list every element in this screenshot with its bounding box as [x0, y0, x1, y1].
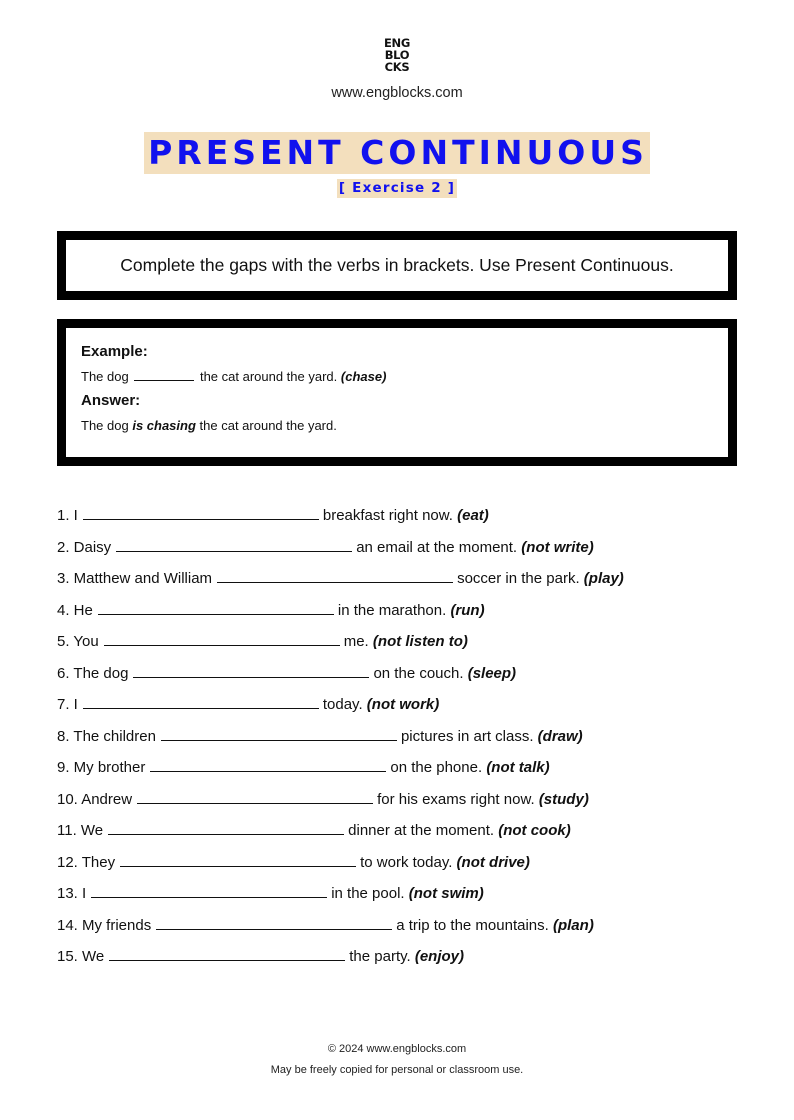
footer-license: May be freely copied for personal or classroom use. — [270, 1064, 524, 1076]
question-item — [57, 851, 530, 873]
instruction-text: Complete the gaps with the verbs in brackets. Use Present Continuous. — [120, 255, 674, 275]
answer-blank[interactable] — [137, 788, 373, 804]
logo-line-3: CKS — [384, 60, 410, 74]
example-verb: (chase) — [340, 369, 387, 384]
engblocks-logo — [0, 37, 794, 73]
question-continuation: the party. — [349, 948, 411, 965]
verb-hint: (not cook) — [498, 822, 571, 839]
question-item — [57, 914, 594, 936]
question-prompt: 8. The children — [57, 727, 156, 745]
question-continuation: on the phone. — [390, 759, 483, 776]
answer-blank[interactable] — [120, 851, 356, 867]
example-blank — [134, 367, 194, 381]
example-sentence — [81, 367, 728, 387]
answer-after: the cat around the yard. — [199, 418, 337, 433]
question-continuation: soccer in the park. — [457, 570, 580, 587]
answer-blank[interactable] — [109, 945, 345, 961]
question-item — [57, 788, 589, 810]
question-continuation: a trip to the mountains. — [396, 916, 549, 934]
verb-hint: (not listen to) — [372, 633, 468, 650]
verb-hint: (run) — [450, 601, 485, 619]
question-prompt: 5. You — [57, 633, 99, 650]
verb-hint: (not work) — [366, 696, 440, 713]
question-prompt: 14. My friends — [57, 916, 152, 934]
answer-blank[interactable] — [150, 756, 386, 772]
answer-blank[interactable] — [108, 819, 344, 835]
answer-blank[interactable] — [156, 914, 392, 930]
question-prompt: 7. I — [57, 696, 78, 713]
question-item — [57, 567, 624, 589]
question-prompt: 2. Daisy — [57, 538, 112, 556]
question-item — [57, 725, 583, 747]
question-item — [57, 756, 550, 778]
question-continuation: for his exams right now. — [377, 790, 535, 808]
question-continuation: me. — [343, 633, 369, 650]
question-prompt: 1. I — [57, 507, 78, 524]
example-after: the cat around the yard. — [199, 369, 338, 384]
question-item — [57, 536, 594, 558]
question-continuation: in the marathon. — [337, 601, 447, 619]
page-title: PRESENT CONTINUOUS — [144, 132, 650, 174]
question-prompt: 9. My brother — [57, 759, 146, 776]
site-url: www.engblocks.com — [331, 85, 463, 101]
answer-blank[interactable] — [83, 693, 319, 709]
verb-hint: (draw) — [537, 727, 583, 745]
question-continuation: an email at the moment. — [356, 538, 518, 556]
question-continuation: to work today. — [360, 853, 453, 871]
answer-before: The dog — [81, 418, 129, 433]
question-prompt: 6. The dog — [57, 664, 129, 682]
verb-hint: (study) — [538, 790, 589, 808]
verb-hint: (not swim) — [408, 885, 484, 902]
logo-line-1: ENG — [383, 36, 411, 50]
answer-blank[interactable] — [98, 599, 334, 615]
question-prompt: 3. Matthew and William — [57, 570, 213, 587]
answer-blank[interactable] — [83, 504, 319, 520]
answer-verb: is chasing — [132, 418, 196, 433]
question-item — [57, 882, 484, 904]
answer-blank[interactable] — [133, 662, 369, 678]
question-item — [57, 599, 485, 621]
question-item — [57, 693, 439, 715]
question-item — [57, 630, 468, 652]
question-prompt: 11. We — [57, 822, 104, 839]
question-continuation: in the pool. — [331, 885, 405, 902]
question-item — [57, 819, 571, 841]
example-before: The dog — [81, 369, 129, 384]
question-prompt: 12. They — [57, 853, 116, 871]
answer-blank[interactable] — [116, 536, 352, 552]
question-continuation: breakfast right now. — [322, 507, 453, 524]
question-item — [57, 945, 464, 967]
question-prompt: 15. We — [57, 948, 105, 965]
verb-hint: (plan) — [552, 916, 594, 934]
verb-hint: (not write) — [521, 538, 594, 556]
exercise-label: [ Exercise 2 ] — [338, 180, 456, 196]
answer-blank[interactable] — [161, 725, 397, 741]
answer-blank[interactable] — [217, 567, 453, 583]
verb-hint: (enjoy) — [414, 948, 465, 965]
answer-heading: Answer: — [81, 392, 141, 409]
answer-blank[interactable] — [104, 630, 340, 646]
example-heading: Example: — [81, 343, 148, 360]
answer-sentence — [81, 416, 728, 436]
question-prompt: 4. He — [57, 601, 93, 619]
question-item — [57, 662, 516, 684]
logo-line-2: BLO — [384, 48, 410, 62]
question-prompt: 10. Andrew — [57, 790, 133, 808]
verb-hint: (not talk) — [486, 759, 550, 776]
instruction-box — [57, 231, 737, 300]
question-item — [57, 504, 489, 526]
answer-blank[interactable] — [91, 882, 327, 898]
verb-hint: (play) — [583, 570, 624, 587]
verb-hint: (eat) — [457, 507, 489, 524]
question-prompt: 13. I — [57, 885, 87, 902]
verb-hint: (not drive) — [456, 853, 530, 871]
question-continuation: pictures in art class. — [400, 727, 534, 745]
question-continuation: today. — [322, 696, 363, 713]
footer-copyright: © 2024 www.engblocks.com — [327, 1043, 467, 1055]
verb-hint: (sleep) — [467, 664, 517, 682]
example-box — [57, 319, 737, 466]
question-continuation: dinner at the moment. — [348, 822, 495, 839]
question-continuation: on the couch. — [373, 664, 464, 682]
